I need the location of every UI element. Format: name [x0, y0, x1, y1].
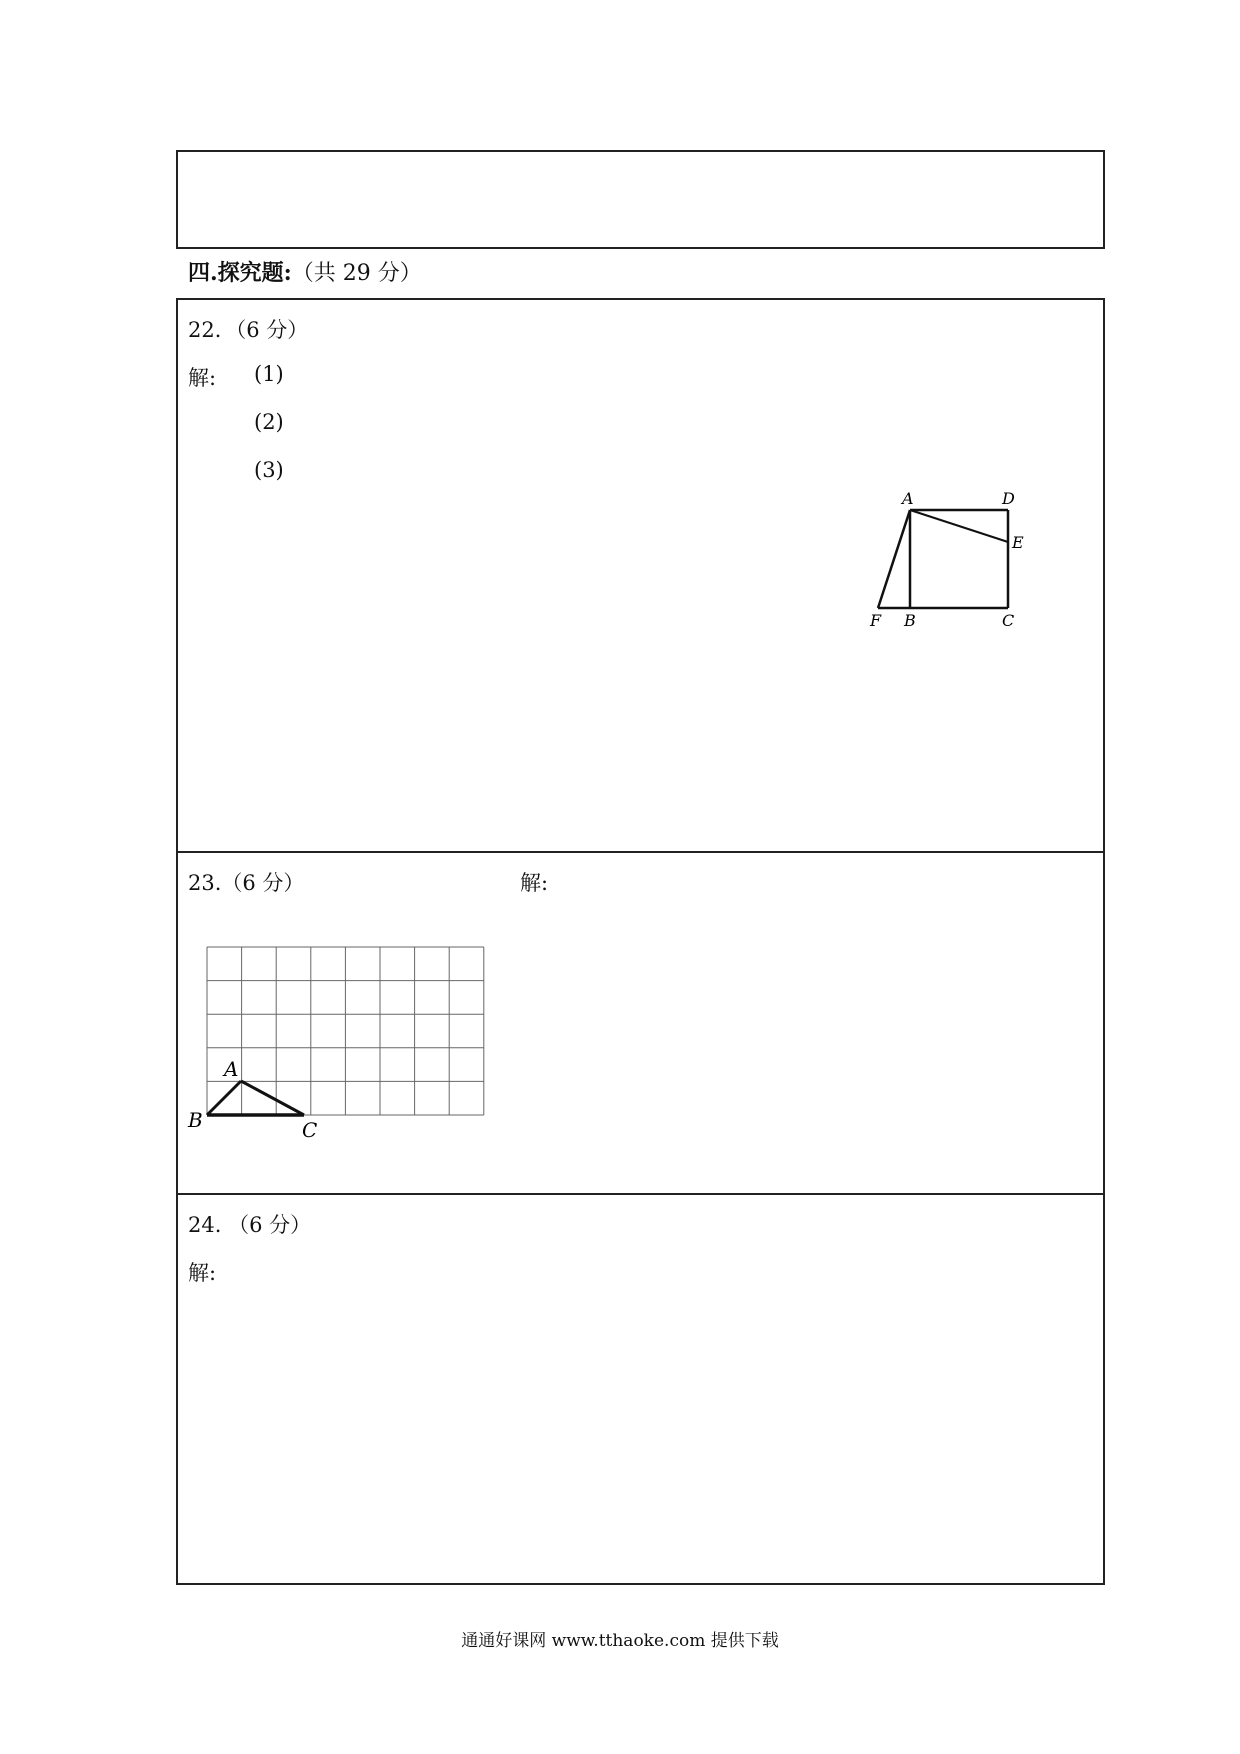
- label-d: D: [1002, 489, 1015, 508]
- label-a: A: [224, 1057, 239, 1081]
- question-24-answer-label: 解:: [188, 1261, 217, 1285]
- grid-figure: [178, 943, 478, 1143]
- label-e: E: [1012, 533, 1024, 552]
- question-22-part-1: (1): [254, 362, 284, 386]
- previous-answer-box: [176, 150, 1105, 249]
- question-24-box: [178, 1195, 1103, 1583]
- segment-af: [878, 510, 910, 608]
- square-figure: [862, 490, 1032, 630]
- segment-ac: [241, 1081, 304, 1115]
- label-a: A: [902, 489, 914, 508]
- answer-sheet: [176, 298, 1105, 1585]
- segment-ae: [910, 510, 1008, 542]
- question-22-answer-label: 解:: [188, 366, 217, 390]
- question-24-title: 24. （6 分）: [188, 1213, 312, 1237]
- question-23-answer-label: 解:: [520, 871, 549, 895]
- question-22-title: 22．（6 分）: [188, 318, 309, 342]
- question-22-box: [178, 300, 1103, 853]
- question-23-box: [178, 853, 1103, 1195]
- section-heading-points: （共 29 分）: [291, 261, 422, 286]
- question-22-part-3: (3): [254, 458, 284, 482]
- label-c: C: [302, 1118, 318, 1142]
- segment-ab: [207, 1081, 241, 1115]
- label-c: C: [1002, 611, 1015, 630]
- label-b: B: [188, 1108, 203, 1132]
- question-22-part-2: (2): [254, 410, 284, 434]
- label-b: B: [904, 611, 916, 630]
- section-heading: [188, 256, 422, 287]
- label-f: F: [870, 611, 882, 630]
- question-23-title: 23.（6 分）: [188, 871, 305, 895]
- grid-lines: [207, 947, 484, 1115]
- footer-credit: 通通好课网 www.tthaoke.com 提供下载: [461, 1631, 779, 1651]
- section-heading-title: 四.探究题:: [188, 260, 292, 286]
